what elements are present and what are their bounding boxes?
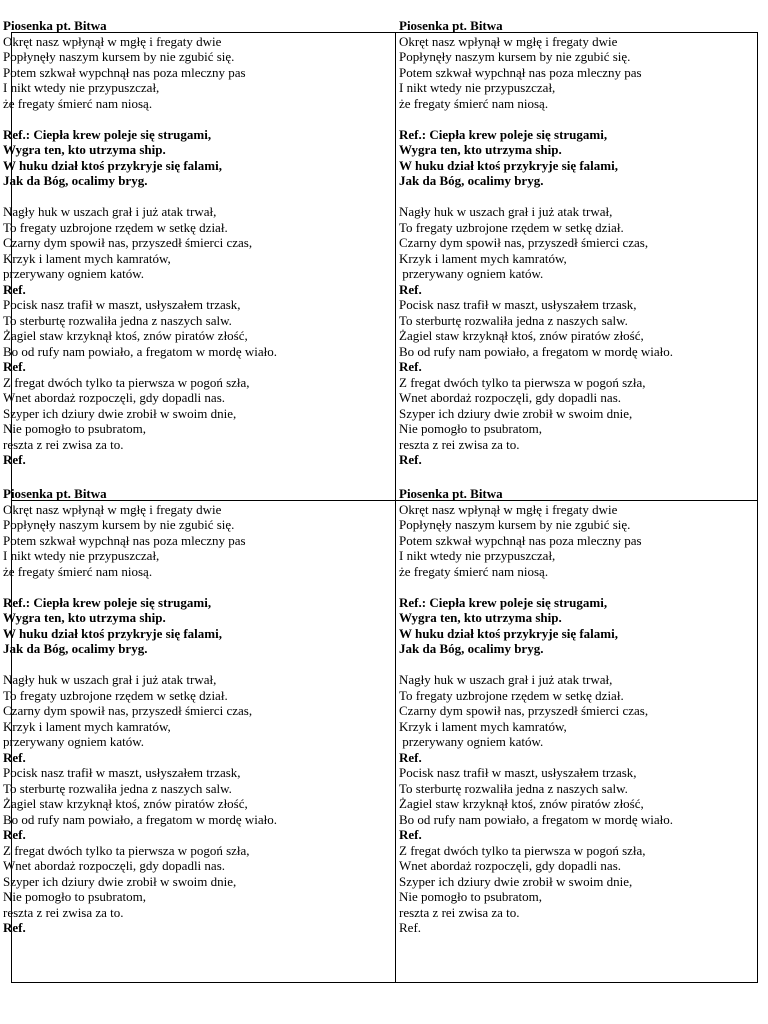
song-title: Piosenka pt. Bitwa <box>399 18 503 33</box>
stanza-gap <box>399 657 768 673</box>
verse-line: Żagiel staw krzyknął ktoś, znów piratów złość, <box>3 796 248 811</box>
refrain-line: W huku dział ktoś przykryje się falami, <box>3 157 222 173</box>
refrain-line: Ref.: Ciepła krew poleje się strugami, <box>3 594 212 610</box>
refrain-marker: Ref. <box>399 749 422 765</box>
stanza-gap <box>399 189 768 205</box>
verse-line: że fregaty śmierć nam niosą. <box>3 95 153 111</box>
verse-line: reszta z rei zwisa za to. <box>3 436 124 452</box>
refrain-marker: Ref. <box>399 920 422 935</box>
refrain-marker: Ref. <box>3 920 26 935</box>
verse-line: Żagiel staw krzyknął ktoś, znów piratów złość, <box>3 328 248 343</box>
verse-line: To sterburtę rozwaliła jedna z naszych salw. <box>399 312 628 328</box>
song-card-top-right <box>399 18 768 468</box>
song-title: Piosenka pt. Bitwa <box>3 18 107 33</box>
refrain-line: Wygra ten, kto utrzyma ship. <box>3 610 166 625</box>
verse-line: Pocisk nasz trafił w maszt, usłyszałem trzask, <box>3 765 241 780</box>
verse-line: I nikt wtedy nie przypuszczał, <box>3 548 160 563</box>
verse-line: I nikt wtedy nie przypuszczał, <box>3 80 160 95</box>
verse-line: reszta z rei zwisa za to. <box>3 904 124 920</box>
verse-line: To fregaty uzbrojone rzędem w setkę dział. <box>399 219 624 235</box>
refrain-line: Ref.: Ciepła krew poleje się strugami, <box>399 126 608 142</box>
refrain-marker: Ref. <box>399 281 422 297</box>
verse-line: Popłynęły naszym kursem by nie zgubić się. <box>399 517 631 532</box>
refrain-line: Wygra ten, kto utrzyma ship. <box>399 142 562 157</box>
verse-line: Żagiel staw krzyknął ktoś, znów piratów złość, <box>399 796 644 811</box>
verse-line: Okręt nasz wpłynął w mgłę i fregaty dwie <box>399 501 618 517</box>
verse-line: Z fregat dwóch tylko ta pierwsza w pogoń szła, <box>399 374 646 390</box>
verse-line: Czarny dym spowił nas, przyszedł śmierci czas, <box>3 235 253 250</box>
refrain-line: Wygra ten, kto utrzyma ship. <box>3 142 166 157</box>
verse-line: Popłynęły naszym kursem by nie zgubić się. <box>3 517 235 532</box>
verse-line: przerywany ogniem katów. <box>3 734 145 749</box>
verse-line: Okręt nasz wpłynął w mgłę i fregaty dwie <box>399 33 618 49</box>
verse-line: reszta z rei zwisa za to. <box>399 436 520 452</box>
verse-line: Nie pomogło to psubratom, <box>3 889 146 904</box>
verse-line: Potem szkwał wypchnął nas poza mleczny pas <box>3 64 246 80</box>
verse-line: Czarny dym spowił nas, przyszedł śmierci czas, <box>399 235 649 250</box>
verse-line: Nie pomogło to psubratom, <box>399 889 542 904</box>
verse-line: Bo od rufy nam powiało, a fregatom w mordę wiało. <box>3 811 278 827</box>
verse-line: To fregaty uzbrojone rzędem w setkę dział. <box>3 219 228 235</box>
verse-line: Okręt nasz wpłynął w mgłę i fregaty dwie <box>3 33 222 49</box>
refrain-line: Jak da Bóg, ocalimy bryg. <box>3 173 148 188</box>
verse-line: To sterburtę rozwaliła jedna z naszych salw. <box>399 780 628 796</box>
refrain-line: Wygra ten, kto utrzyma ship. <box>399 610 562 625</box>
vertical-divider <box>395 33 396 982</box>
verse-line: To fregaty uzbrojone rzędem w setkę dział. <box>3 687 228 703</box>
verse-line: że fregaty śmierć nam niosą. <box>399 563 549 579</box>
stanza-gap <box>399 111 768 127</box>
stanza-gap <box>3 111 373 127</box>
verse-line: Nagły huk w uszach grał i już atak trwał, <box>399 204 613 219</box>
verse-line: To fregaty uzbrojone rzędem w setkę dział. <box>399 687 624 703</box>
refrain-line: Ref.: Ciepła krew poleje się strugami, <box>399 594 608 610</box>
verse-line: Nagły huk w uszach grał i już atak trwał, <box>3 672 217 687</box>
verse-line: Pocisk nasz trafił w maszt, usłyszałem trzask, <box>399 765 637 780</box>
verse-line: Nie pomogło to psubratom, <box>3 421 146 436</box>
verse-line: Bo od rufy nam powiało, a fregatom w mordę wiało. <box>399 343 674 359</box>
verse-line: Popłynęły naszym kursem by nie zgubić się. <box>3 49 235 64</box>
verse-line: Bo od rufy nam powiało, a fregatom w mordę wiało. <box>399 811 674 827</box>
verse-line: I nikt wtedy nie przypuszczał, <box>399 80 556 95</box>
verse-line: Szyper ich dziury dwie zrobił w swoim dnie, <box>399 873 633 889</box>
verse-line: Krzyk i lament mych kamratów, <box>399 250 567 266</box>
verse-line: Nagły huk w uszach grał i już atak trwał, <box>399 672 613 687</box>
verse-line: przerywany ogniem katów. <box>3 266 145 281</box>
refrain-line: Jak da Bóg, ocalimy bryg. <box>399 641 544 656</box>
verse-line: że fregaty śmierć nam niosą. <box>3 563 153 579</box>
verse-line: Wnet abordaż rozpoczęli, gdy dopadli nas. <box>3 390 225 405</box>
verse-line: Pocisk nasz trafił w maszt, usłyszałem trzask, <box>3 297 241 312</box>
verse-line: Krzyk i lament mych kamratów, <box>399 718 567 734</box>
verse-line: Potem szkwał wypchnął nas poza mleczny pas <box>3 532 246 548</box>
refrain-marker: Ref. <box>399 827 422 842</box>
verse-line: Wnet abordaż rozpoczęli, gdy dopadli nas. <box>3 858 225 873</box>
verse-line: Z fregat dwóch tylko ta pierwsza w pogoń szła, <box>399 842 646 858</box>
verse-line: Pocisk nasz trafił w maszt, usłyszałem trzask, <box>399 297 637 312</box>
verse-line: przerywany ogniem katów. <box>399 734 544 749</box>
refrain-line: Jak da Bóg, ocalimy bryg. <box>3 641 148 656</box>
verse-line: Wnet abordaż rozpoczęli, gdy dopadli nas. <box>399 390 621 405</box>
refrain-marker: Ref. <box>3 827 26 842</box>
verse-line: Nie pomogło to psubratom, <box>399 421 542 436</box>
verse-line: To sterburtę rozwaliła jedna z naszych salw. <box>3 312 232 328</box>
refrain-marker: Ref. <box>399 359 422 374</box>
verse-line: że fregaty śmierć nam niosą. <box>399 95 549 111</box>
refrain-marker: Ref. <box>3 452 26 467</box>
refrain-line: W huku dział ktoś przykryje się falami, <box>3 625 222 641</box>
verse-line: Szyper ich dziury dwie zrobił w swoim dnie, <box>3 405 237 421</box>
verse-line: Potem szkwał wypchnął nas poza mleczny pas <box>399 532 642 548</box>
stanza-gap <box>3 657 373 673</box>
verse-line: Wnet abordaż rozpoczęli, gdy dopadli nas. <box>399 858 621 873</box>
verse-line: To sterburtę rozwaliła jedna z naszych salw. <box>3 780 232 796</box>
verse-line: Żagiel staw krzyknął ktoś, znów piratów złość, <box>399 328 644 343</box>
verse-line: Potem szkwał wypchnął nas poza mleczny pas <box>399 64 642 80</box>
refrain-marker: Ref. <box>399 452 422 467</box>
verse-line: Popłynęły naszym kursem by nie zgubić się. <box>399 49 631 64</box>
refrain-marker: Ref. <box>3 749 26 765</box>
verse-line: I nikt wtedy nie przypuszczał, <box>399 548 556 563</box>
verse-line: Szyper ich dziury dwie zrobił w swoim dnie, <box>399 405 633 421</box>
verse-line: reszta z rei zwisa za to. <box>399 904 520 920</box>
verse-line: Czarny dym spowił nas, przyszedł śmierci czas, <box>3 703 253 718</box>
verse-line: Bo od rufy nam powiało, a fregatom w mordę wiało. <box>3 343 278 359</box>
refrain-line: W huku dział ktoś przykryje się falami, <box>399 157 618 173</box>
verse-line: przerywany ogniem katów. <box>399 266 544 281</box>
verse-line: Czarny dym spowił nas, przyszedł śmierci czas, <box>399 703 649 718</box>
verse-line: Szyper ich dziury dwie zrobił w swoim dnie, <box>3 873 237 889</box>
verse-line: Z fregat dwóch tylko ta pierwsza w pogoń szła, <box>3 374 250 390</box>
stanza-gap <box>3 189 373 205</box>
song-card-top-left <box>3 18 373 468</box>
verse-line: Nagły huk w uszach grał i już atak trwał, <box>3 204 217 219</box>
stanza-gap <box>399 579 768 595</box>
verse-line: Krzyk i lament mych kamratów, <box>3 718 171 734</box>
refrain-line: W huku dział ktoś przykryje się falami, <box>399 625 618 641</box>
song-card-bottom-left <box>3 486 373 936</box>
verse-line: Krzyk i lament mych kamratów, <box>3 250 171 266</box>
refrain-marker: Ref. <box>3 281 26 297</box>
song-card-bottom-right <box>399 486 768 936</box>
verse-line: Z fregat dwóch tylko ta pierwsza w pogoń szła, <box>3 842 250 858</box>
refrain-marker: Ref. <box>3 359 26 374</box>
refrain-line: Ref.: Ciepła krew poleje się strugami, <box>3 126 212 142</box>
refrain-line: Jak da Bóg, ocalimy bryg. <box>399 173 544 188</box>
verse-line: Okręt nasz wpłynął w mgłę i fregaty dwie <box>3 501 222 517</box>
song-title: Piosenka pt. Bitwa <box>399 486 503 501</box>
stanza-gap <box>3 579 373 595</box>
song-title: Piosenka pt. Bitwa <box>3 486 107 501</box>
